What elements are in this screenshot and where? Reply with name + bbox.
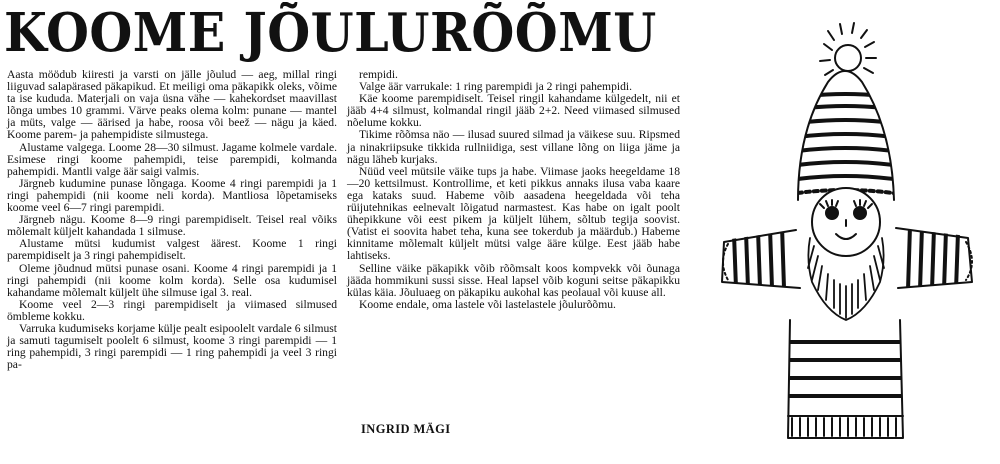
paragraph: Järgneb kudumine punase lõngaga. Koome 4 ringi parempidi ja 1 ringi pahempidi (nii koome neli korda). Mantliosa lõpetamiseks koome veel 6—7 ringi parempidi. [7, 176, 337, 215]
paragraph: Koome veel 2—3 ringi parempidiselt ja viimased silmused ömbleme kokku. [7, 297, 337, 323]
gnome-illustration [700, 20, 996, 460]
paragraph: Alustame valgega. Loome 28—30 silmust. Jagame kolmele vardale. Esimese ringi koome pahempidi, teise parempidi, kolmanda pahempidi. Mantli valge äär saigi valmis. [7, 140, 337, 178]
paragraph: Koome endale, oma lastele või lastelastele jõulurõõmu. [359, 297, 616, 311]
paragraph: Valge äär varrukale: 1 ring parempidi ja 2 ringi pahempidi. [359, 80, 633, 94]
headline: KOOME JÕULURÕÕMU [4, 2, 657, 64]
paragraph: Selline väike päkapikk võib rõõmsalt koos kompvekk või õunaga jääda hommikuni sussi sisse. Heal lapsel võib koguni seitse päkapikku külas käia. Jõuluaeg on päkapiku aukohal kas peolaual või kuuse all. [347, 261, 680, 299]
article-column-2 [347, 69, 680, 311]
hem [788, 416, 903, 436]
paragraph: Tikime rõõmsa näo — ilusad suured silmad ja väikese suu. Ripsmed ja ninakriipsuke tikkida rullniidiga, sest villane lõng on liiga jäme ja nägu läheb kurjaks. [347, 128, 680, 166]
paragraph: Oleme jõudnud mütsi punase osani. Koome 4 ringi parempidi ja 1 ringi pahempidi (nii koome kolm korda). Selle osa kudumisel kahandame mõlemalt küljelt ühe silmuse igal 3. real. [7, 261, 337, 299]
paragraph: Järgneb nägu. Koome 8—9 ringi parempidiselt. Teisel real võiks mõlemalt küljelt kahandada 1 silmuse. [7, 213, 337, 239]
paragraph: Varruka kudumiseks korjame külje pealt esipoolelt vardale 6 silmust ja samuti tagumiselt poolelt 6 silmust, koome 3 ringi parempidi — 1 ring pahempidi, 3 ringi parempidi — 1 ring pahempidi ja veel 3 ringi pa- [7, 321, 337, 372]
paragraph: Nüüd veel mütsile väike tups ja habe. Viimase jaoks heegeldame 18—20 kettsilmust. Kontrollime, et keti pikkus annaks ilusa vaba kaare ega kataks suud. Habeme võib aasadena heegeldada või teha rüijutehnikas eelnevalt lõigatud narmastest. Kas habe on igalt poolt ühepikkune või eest pikem ja küljelt lühem, sõltub tegija soovist. (Vatist ei soovita habet teha, kuna see tokerdub ja määrdub.) Habeme kinnitame mõlemalt küljelt mütsi valge ääre külge. Eest jääb habe lahtiseks. [347, 164, 680, 263]
paragraph: Käe koome parempidiselt. Teisel ringil kahandame külgedelt, nii et jääb 4+4 silmust, kolmandal ringil jääb 2+2. Need viimased silmused nõelume kokku. [347, 92, 680, 130]
byline: INGRID MÄGI [361, 422, 451, 436]
article-column-1 [7, 69, 337, 371]
paragraph: Alustame mütsi kudumist valgest äärest. Koome 1 ringi parempidiselt ja 3 ringi pahempidiselt. [7, 237, 337, 263]
pompom-icon [820, 23, 876, 75]
paragraph: rempidi. [359, 68, 398, 81]
paragraph: Aasta möödub kiiresti ja varsti on jälle jõulud — aeg, millal ringi liiguvad salapärased päkapikud. Et meiligi oma päkapikk oleks, võime ta ise kududa. Materjali on vaja üsna vähe — kahekordset maavillast lõnga umbes 10 grammi. Värve peaks olema kolm: punane — mantel ja müts, valge — äärised ja habe, roosa või beež — nägu ja käed. Koome parem- ja pahempidiste silmustega. [7, 68, 337, 142]
